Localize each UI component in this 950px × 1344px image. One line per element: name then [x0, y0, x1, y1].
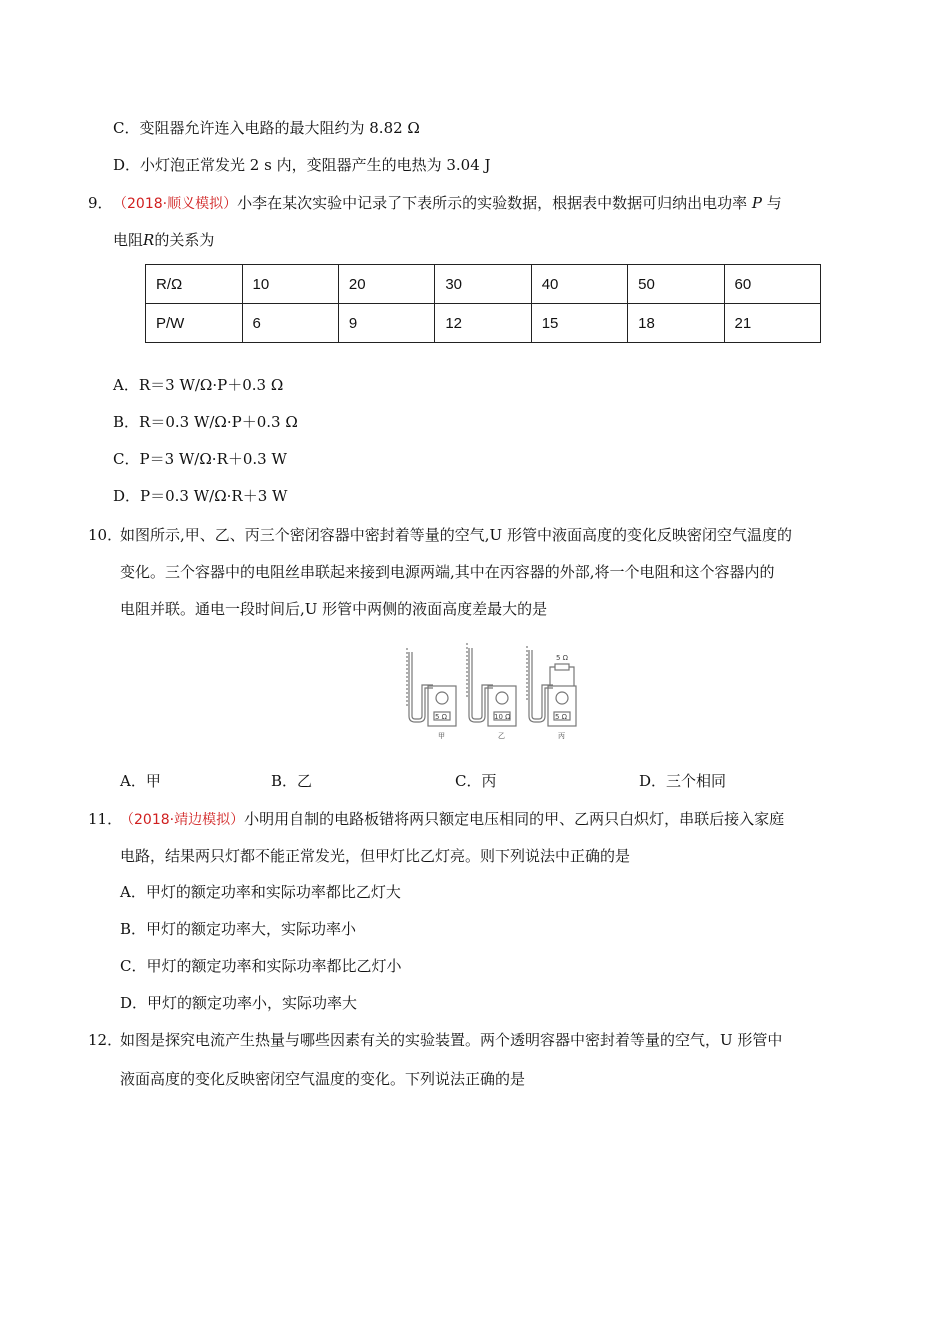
q10-stem-line3: 电阻并联。通电一段时间后,U 形管中两侧的液面高度差最大的是 — [120, 600, 548, 618]
option-letter: B． — [271, 772, 298, 790]
r-ext-label: 5 Ω — [556, 654, 569, 662]
option-text: R＝3 W/Ω·P＋0.3 Ω — [138, 376, 284, 394]
option-text: 乙 — [297, 772, 313, 790]
q10-option-c — [455, 771, 497, 791]
q9-stem-line2 — [113, 230, 214, 250]
table-cell: 40 — [531, 265, 627, 304]
r1-label: 5 Ω — [435, 713, 448, 721]
q9-source: （2018·顺义模拟） — [113, 196, 238, 212]
q11-stem-line2: 电路，结果两只灯都不能正常发光，但甲灯比乙灯亮。则下列说法中正确的是 — [120, 847, 631, 865]
label-bing: 丙 — [558, 732, 565, 740]
option-text: 三个相同 — [666, 772, 727, 790]
option-text: 甲灯的额定功率和实际功率都比乙灯大 — [145, 883, 401, 901]
option-letter: C． — [455, 772, 482, 790]
option-text: R＝0.3 W/Ω·P＋0.3 Ω — [139, 413, 298, 431]
q10-number: 10． — [88, 526, 123, 544]
q8-option-d — [113, 155, 491, 175]
r3-label: 5 Ω — [555, 713, 568, 721]
table-cell: 30 — [435, 265, 531, 304]
option-letter: D． — [113, 487, 141, 505]
q11-option-b — [120, 919, 356, 939]
q8-option-c — [113, 118, 420, 138]
option-letter: A． — [113, 376, 139, 394]
table-cell: R/Ω — [146, 265, 243, 304]
table-cell: 50 — [628, 265, 724, 304]
table-cell: 18 — [628, 304, 724, 343]
table-cell: 60 — [724, 265, 820, 304]
table-cell: 12 — [435, 304, 531, 343]
option-text: 甲灯的额定功率和实际功率都比乙灯小 — [146, 957, 402, 975]
option-letter: B． — [113, 413, 140, 431]
option-letter: A． — [120, 883, 146, 901]
q11-option-d — [120, 993, 357, 1013]
option-text: 甲灯的额定功率大，实际功率小 — [146, 920, 357, 938]
q9-option-d — [113, 486, 287, 506]
u-tube-figure — [395, 638, 595, 743]
option-text: 甲 — [145, 772, 161, 790]
q12-number: 12． — [88, 1031, 123, 1049]
option-text: P＝0.3 W/Ω·R＋3 W — [140, 487, 288, 505]
q12-stem-line2: 液面高度的变化反映密闭空气温度的变化。下列说法正确的是 — [120, 1070, 526, 1088]
option-letter: A． — [120, 772, 146, 790]
table-cell: 6 — [242, 304, 338, 343]
option-letter: C． — [113, 119, 140, 137]
r2-label: 10 Ω — [494, 713, 511, 721]
q9-stem-pre: 电阻 — [113, 231, 144, 249]
q9-number: 9． — [88, 194, 113, 212]
q12-stem-line1: 如图是探究电流产生热量与哪些因素有关的实验装置。两个透明容器中密封着等量的空气，U 形管中 — [120, 1031, 783, 1049]
table-cell: 10 — [242, 265, 338, 304]
q11-option-c — [120, 956, 402, 976]
container-jia — [407, 648, 456, 726]
q10-option-b — [271, 771, 312, 791]
option-text: 变阻器允许连入电路的最大阻约为 8.82 Ω — [139, 119, 420, 137]
q11-option-a — [120, 882, 401, 902]
table-cell: 15 — [531, 304, 627, 343]
option-letter: B． — [120, 920, 147, 938]
q10-option-a — [120, 771, 161, 791]
q9-option-a — [113, 375, 283, 395]
q9-option-b — [113, 412, 298, 432]
label-yi: 乙 — [498, 732, 505, 740]
q11-source: （2018·靖边模拟） — [120, 812, 245, 828]
table-cell: 20 — [338, 265, 434, 304]
option-letter: D． — [113, 156, 141, 174]
q9-stem-line1 — [113, 193, 782, 214]
q10-stem-line2: 变化。三个容器中的电阻丝串联起来接到电源两端,其中在丙容器的外部,将一个电阻和这个容器内的 — [120, 563, 775, 581]
option-text: 小灯泡正常发光 2 s 内，变阻器产生的电热为 3.04 J — [140, 156, 491, 174]
q9-data-table — [145, 264, 821, 343]
label-jia: 甲 — [438, 732, 445, 740]
option-letter: C． — [120, 957, 147, 975]
table-cell: 9 — [338, 304, 434, 343]
q9-option-c — [113, 449, 287, 469]
q11-stem-text: 小明用自制的电路板错将两只额定电压相同的甲、乙两只白炽灯，串联后接入家庭 — [244, 810, 785, 828]
var-p: P — [751, 194, 762, 212]
table-cell: 21 — [724, 304, 820, 343]
var-r: R — [143, 231, 155, 249]
table-row — [146, 265, 821, 304]
option-text: 丙 — [481, 772, 497, 790]
q10-stem-line1: 如图所示,甲、乙、丙三个密闭容器中密封着等量的空气,U 形管中液面高度的变化反映密闭空气温度的 — [120, 526, 792, 544]
q9-stem-text: 小李在某次实验中记录了下表所示的实验数据，根据表中数据可归纳出电功率 — [237, 194, 748, 212]
q11-number: 11． — [88, 810, 123, 828]
table-row — [146, 304, 821, 343]
q9-stem-post: 的关系为 — [154, 231, 215, 249]
option-text: 甲灯的额定功率小，实际功率大 — [147, 994, 358, 1012]
q11-stem-line1 — [120, 809, 784, 830]
option-letter: D． — [120, 994, 148, 1012]
q10-option-d — [639, 771, 726, 791]
table-cell: P/W — [146, 304, 243, 343]
option-text: P＝3 W/Ω·R＋0.3 W — [139, 450, 287, 468]
option-letter: C． — [113, 450, 140, 468]
q9-stem-end: 与 — [766, 194, 782, 212]
option-letter: D． — [639, 772, 667, 790]
container-bing — [527, 646, 576, 726]
